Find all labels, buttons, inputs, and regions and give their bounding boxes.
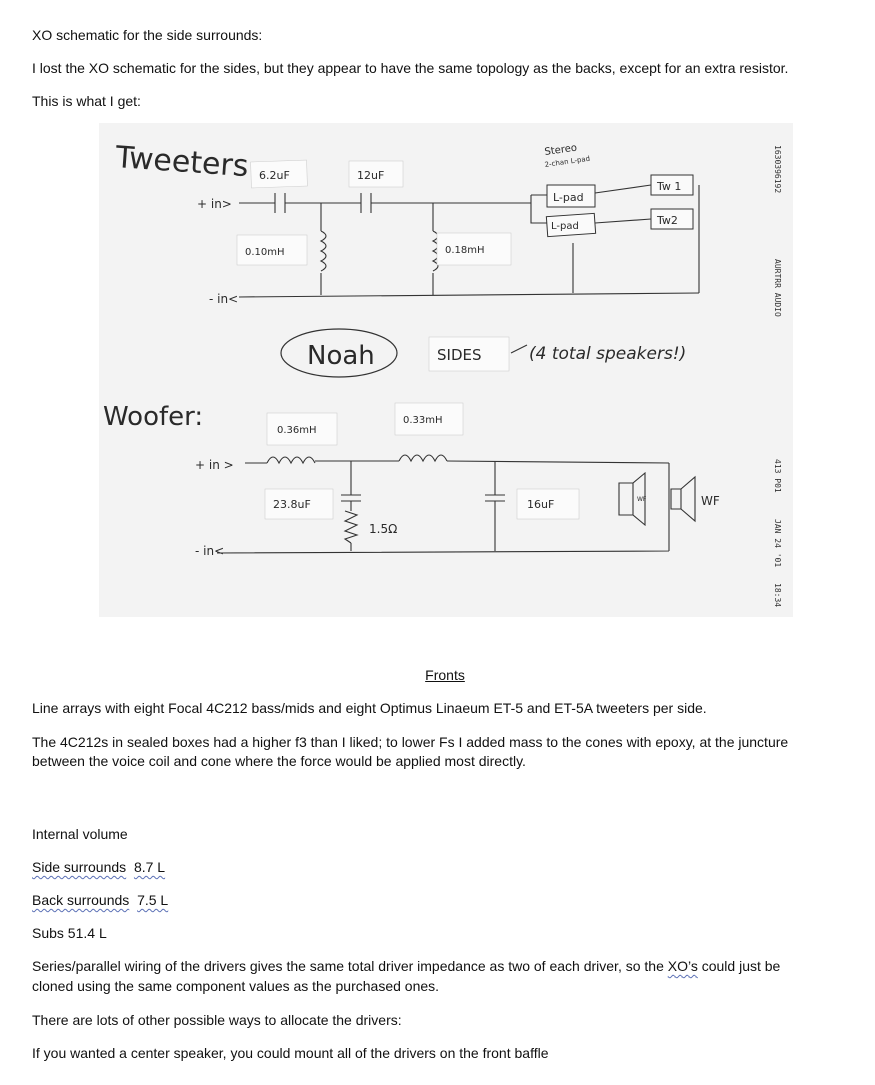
woofer-minus-in: - in< xyxy=(195,544,225,558)
schematic-drawing xyxy=(99,123,793,617)
back-surrounds-label: Back surrounds xyxy=(32,892,130,908)
lpad-2-box xyxy=(546,213,595,236)
tweeter-1-label: Tw 1 xyxy=(657,180,682,193)
stereo-label: Stereo xyxy=(543,142,578,158)
tweeters-title: Tweeters xyxy=(114,140,250,185)
back-surrounds-value: 7.5 L xyxy=(137,892,169,908)
tweeter-plus-in: + in> xyxy=(197,197,232,211)
label-l2: 0.18mH xyxy=(445,245,485,256)
sides-tape xyxy=(429,337,509,371)
tweeter-1-box xyxy=(651,175,693,195)
subs-volume: Subs 51.4 L xyxy=(32,925,107,941)
paragraph-lost-schematic: I lost the XO schematic for the sides, but they appear to have the same topology as the backs, except for an extra resistor. xyxy=(32,60,789,76)
paragraph-series-line-2: cloned using the same component values as the purchased ones. xyxy=(32,978,440,994)
paragraph-line-arrays: Line arrays with eight Focal 4C212 bass/mids and eight Optimus Linaeum ET-5 and ET-5A tweeters per side. xyxy=(32,700,707,716)
lpad-1-box xyxy=(547,185,595,207)
tape-wl1 xyxy=(267,413,337,445)
total-speakers-note: (4 total speakers!) xyxy=(529,344,687,364)
tape-l2 xyxy=(437,233,511,265)
tweeter-minus-in: - in< xyxy=(209,292,239,306)
series-text-a: Series/parallel wiring of the drivers gives the same total driver impedance as two of each driver, so the xyxy=(32,958,664,974)
fax-time: 18:34 xyxy=(773,583,782,608)
paragraph-center: If you wanted a center speaker, you could mount all of the drivers on the front baffle xyxy=(32,1045,549,1061)
fax-date: JAN 24 '01 xyxy=(773,519,782,568)
tweeter-2-label: Tw2 xyxy=(657,214,678,227)
paragraph-series-line-1 xyxy=(32,956,780,976)
lpad-2-label: L-pad xyxy=(551,221,579,232)
side-surrounds-value: 8.7 L xyxy=(133,859,166,875)
heading: XO schematic for the side surrounds: xyxy=(32,27,263,43)
lpad-1-label: L-pad xyxy=(553,191,584,204)
label-wl2: 0.33mH xyxy=(403,415,443,426)
label-wf: WF xyxy=(701,494,720,508)
paragraph-sealed-line-2: between the voice coil and cone where the force would be applied most directly. xyxy=(32,753,526,769)
side-surrounds-volume xyxy=(32,857,165,877)
back-surrounds-volume xyxy=(32,890,168,910)
tape-c2 xyxy=(349,161,403,187)
label-c2: 12uF xyxy=(357,169,385,182)
label-wf-small: WF xyxy=(637,496,647,503)
fax-page: 413 P01 xyxy=(773,459,782,493)
series-xos: XO’s xyxy=(667,958,698,974)
label-wl1: 0.36mH xyxy=(277,425,317,436)
paragraph-this-is: This is what I get: xyxy=(32,93,141,109)
label-l1: 0.10mH xyxy=(245,247,285,258)
internal-volume-heading: Internal volume xyxy=(32,826,128,842)
fronts-heading: Fronts xyxy=(425,667,465,683)
paragraph-sealed-line-1: The 4C212s in sealed boxes had a higher f3 than I liked; to lower Fs I added mass to the cones with epoxy, at the juncture xyxy=(32,734,789,750)
schematic-scan xyxy=(99,123,793,617)
fax-code: 1630396192 xyxy=(773,145,782,194)
label-wc2: 16uF xyxy=(527,498,555,511)
tape-c1 xyxy=(251,160,308,188)
fax-brand: AURTRR AUDIO xyxy=(773,259,782,317)
label-c1: 6.2uF xyxy=(259,169,290,182)
label-wc1: 23.8uF xyxy=(273,498,311,511)
series-text-c: could just be xyxy=(701,958,781,974)
tape-wc1 xyxy=(265,489,333,519)
woofer-plus-in: + in > xyxy=(195,458,234,472)
tweeter-2-box xyxy=(651,209,693,229)
noah-label: Noah xyxy=(307,341,375,371)
label-res: 1.5Ω xyxy=(369,522,398,536)
tape-wc2 xyxy=(517,489,579,519)
tape-l1 xyxy=(237,235,307,265)
sides-label: SIDES xyxy=(437,346,482,364)
tape-wl2 xyxy=(395,403,463,435)
paragraph-lots: There are lots of other possible ways to allocate the drivers: xyxy=(32,1012,402,1028)
side-surrounds-label: Side surrounds xyxy=(32,859,127,875)
stereo-sublabel: 2-chan L-pad xyxy=(544,154,591,169)
woofer-title: Woofer: xyxy=(103,402,204,432)
